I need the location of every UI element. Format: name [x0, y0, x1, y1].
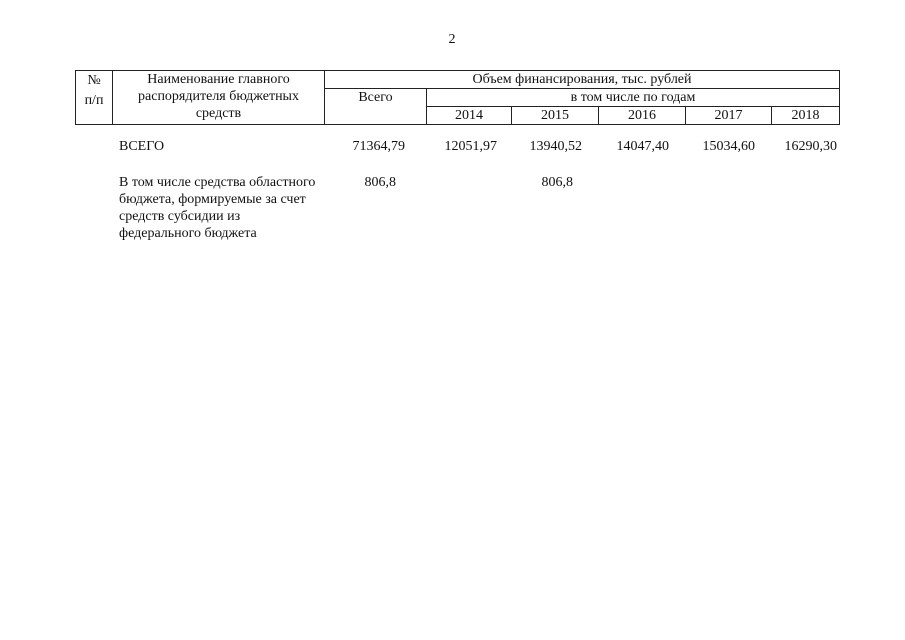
header-by-years: в том числе по годам	[427, 89, 840, 107]
row-value-2014: 12051,97	[444, 139, 497, 154]
row-value-2018	[758, 174, 840, 242]
row-value-2015: 13940,52	[529, 139, 582, 154]
row-value-2015: 806,8	[541, 175, 573, 190]
header-year: 2017	[686, 107, 772, 125]
header-row-number	[76, 71, 113, 125]
header-year: 2016	[599, 107, 686, 125]
row-value-2014	[408, 174, 500, 242]
header-row-number-line1: №	[87, 73, 101, 88]
table-row-total	[75, 138, 840, 156]
header-name: Наименование главного распорядителя бюджетных средств	[113, 71, 325, 125]
table-row-subsidy	[75, 174, 840, 242]
page-number: 2	[448, 32, 456, 47]
row-value-2018: 16290,30	[784, 139, 837, 154]
financing-table-body	[75, 138, 840, 242]
header-funding: Объем финансирования, тыс. рублей	[325, 71, 840, 89]
row-total: 806,8	[364, 175, 396, 190]
row-value-2016: 14047,40	[616, 139, 669, 154]
row-value-2017	[672, 174, 758, 242]
financing-table-header	[75, 70, 840, 125]
header-row-number-line2: п/п	[84, 93, 104, 108]
header-total: Всего	[325, 89, 427, 125]
row-name-text: В том числе средства областного бюджета, формируемые за счет средств субсидии из федерального бюджета	[119, 175, 316, 241]
row-value-2016	[585, 174, 672, 242]
row-total: 71364,79	[352, 139, 405, 154]
header-year: 2018	[772, 107, 840, 125]
header-year: 2014	[427, 107, 512, 125]
header-year: 2015	[512, 107, 599, 125]
row-name	[75, 174, 330, 242]
row-name: ВСЕГО	[119, 139, 165, 154]
row-value-2017: 15034,60	[702, 139, 755, 154]
